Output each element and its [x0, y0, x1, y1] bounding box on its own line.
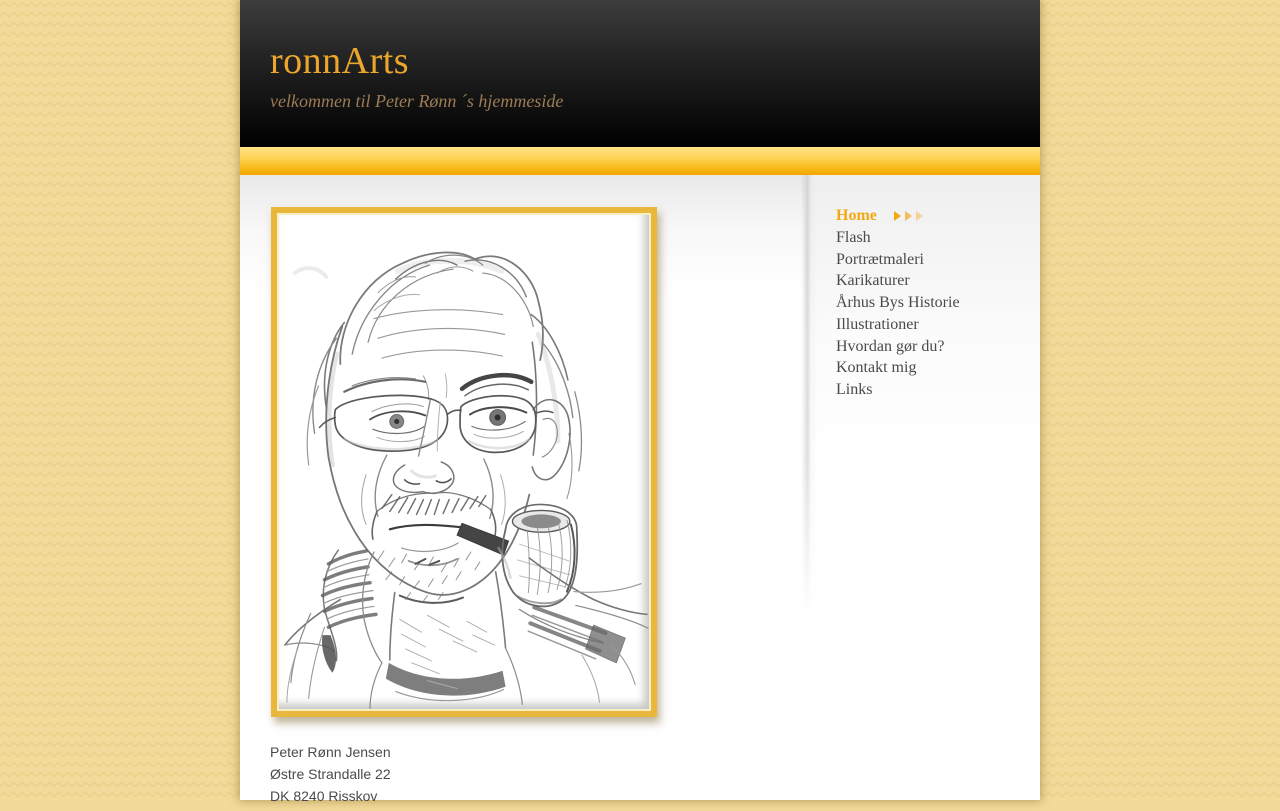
nav-item-label[interactable]: Links	[836, 381, 873, 398]
address-line-street: Østre Strandalle 22	[270, 766, 391, 782]
nav-item-illustrationer[interactable]	[836, 317, 1040, 339]
address-line-city: DK 8240 Risskov	[270, 788, 378, 804]
nav-item-label[interactable]: Hvordan gør du?	[836, 337, 945, 355]
site-subtitle: velkommen til Peter Rønn ´s hjemmeside	[270, 91, 564, 111]
nav-menu	[805, 175, 1040, 404]
nav-item-links[interactable]	[836, 382, 1040, 404]
nav-item-label[interactable]: Portrætmaleri	[836, 250, 924, 268]
nav-item-karikaturer[interactable]	[836, 273, 1040, 295]
address-block	[270, 745, 391, 811]
site-title: ronnArts	[270, 40, 410, 82]
nav-item-label[interactable]: Flash	[836, 228, 871, 246]
accent-bar	[240, 147, 1040, 175]
sidebar	[805, 175, 1040, 800]
nav-item-flash[interactable]	[836, 230, 1040, 252]
nav-item-portraetmaleri[interactable]	[836, 252, 1040, 274]
nav-item-label[interactable]: Karikaturer	[836, 272, 910, 290]
nav-item-aarhus-bys-historie[interactable]	[836, 295, 1040, 317]
nav-item-label[interactable]: Illustrationer	[836, 315, 919, 333]
address-line-name: Peter Rønn Jensen	[270, 744, 391, 760]
active-arrows-icon	[890, 208, 923, 224]
main-content	[240, 175, 805, 804]
main-area	[240, 175, 1040, 804]
nav-item-label[interactable]: Home	[836, 207, 877, 224]
nav-item-label[interactable]: Kontakt mig	[836, 359, 917, 377]
site-header	[240, 0, 1040, 147]
nav-item-label[interactable]: Århus Bys Historie	[836, 294, 960, 311]
content-column	[240, 0, 1040, 804]
portrait-frame	[271, 207, 657, 717]
nav-item-home[interactable]	[836, 208, 1040, 230]
nav-item-kontakt-mig[interactable]	[836, 360, 1040, 382]
nav-item-hvordan-goer-du[interactable]	[836, 339, 1040, 361]
portrait-sketch	[279, 215, 649, 709]
sidebar-divider	[801, 175, 817, 633]
